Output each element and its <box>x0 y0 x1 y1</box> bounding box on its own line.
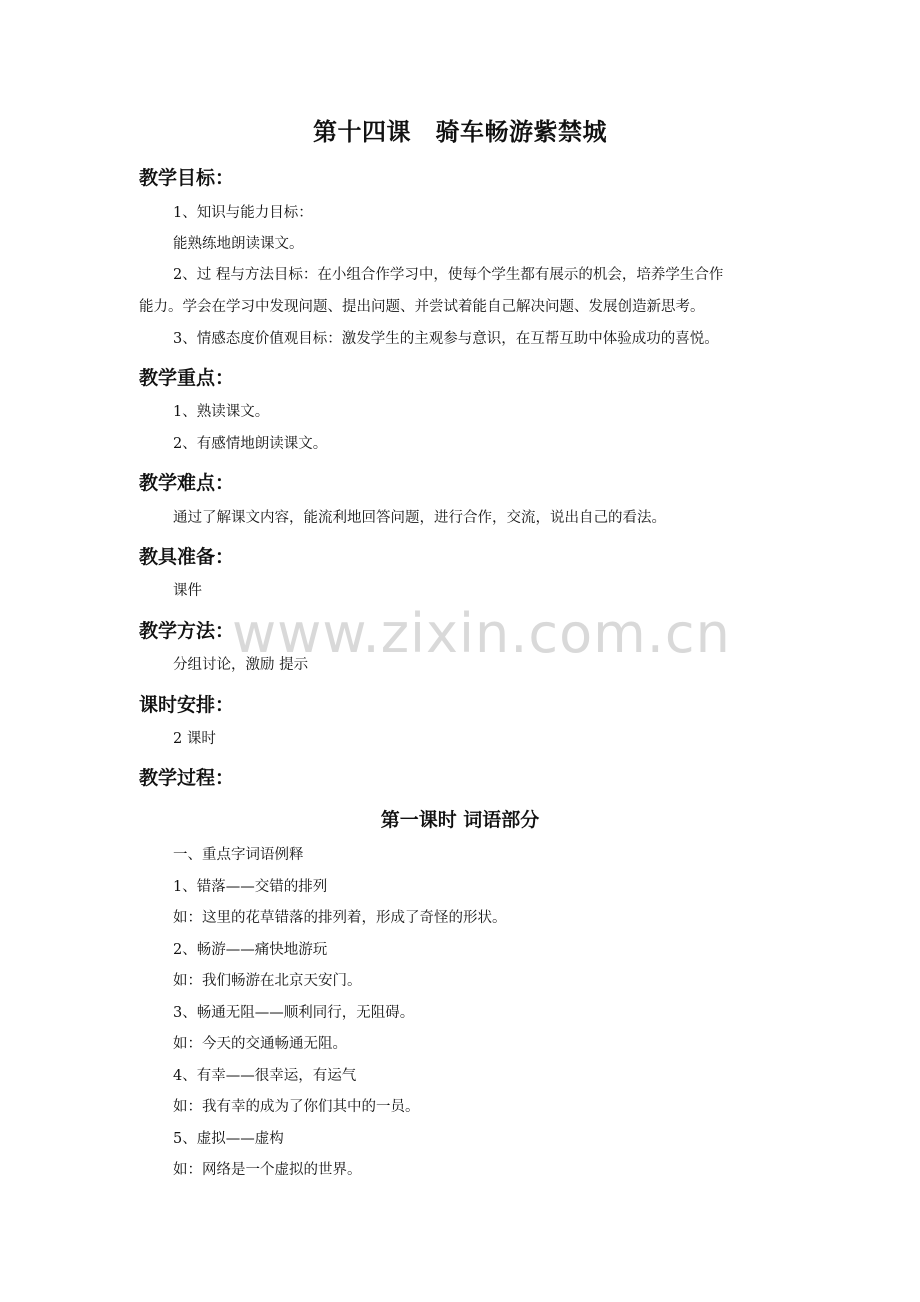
lesson1-line: 如：我有幸的成为了你们其中的一员。 <box>173 1099 420 1115</box>
objective-line: 2、过 程与方法目标：在小组合作学习中，使每个学生都有展示的机会，培养学生合作 <box>173 267 724 283</box>
heading-materials: 教具准备： <box>139 546 235 568</box>
lesson1-line: 一、重点字词语例释 <box>173 847 304 863</box>
lesson1-subtitle: 第一课时 词语部分 <box>380 809 540 831</box>
watermark: www.zixin.com.cn <box>232 602 731 665</box>
objective-line: 能熟练地朗读课文。 <box>173 236 304 252</box>
materials-line: 课件 <box>173 583 202 599</box>
lesson1-line: 如：今天的交通畅通无阻。 <box>173 1036 347 1052</box>
heading-process: 教学过程： <box>139 767 235 789</box>
objective-line: 1、知识与能力目标： <box>173 205 313 221</box>
heading-key-points: 教学重点： <box>139 367 235 389</box>
lesson1-line: 如：这里的花草错落的排列着，形成了奇怪的形状。 <box>173 910 507 926</box>
heading-difficulties: 教学难点： <box>139 472 235 494</box>
key-point-line: 1、熟读课文。 <box>173 404 270 420</box>
objective-line: 能力。学会在学习中发现问题、提出问题、并尝试着能自己解决问题、发展创造新思考。 <box>139 299 705 315</box>
methods-line: 分组讨论，激励 提示 <box>173 657 309 673</box>
lesson1-line: 3、畅通无阻——顺利同行，无阻碍。 <box>173 1005 415 1021</box>
schedule-line: 2 课时 <box>173 731 216 747</box>
lesson1-line: 5、虚拟——虚构 <box>173 1131 284 1147</box>
lesson1-line: 2、畅游——痛快地游玩 <box>173 942 328 958</box>
lesson-title: 第十四课 骑车畅游紫禁城 <box>313 118 607 146</box>
difficulty-line: 通过了解课文内容，能流利地回答问题，进行合作，交流，说出自己的看法。 <box>173 510 666 526</box>
key-point-line: 2、有感情地朗读课文。 <box>173 436 328 452</box>
lesson1-line: 1、错落——交错的排列 <box>173 879 328 895</box>
heading-objectives: 教学目标： <box>139 167 235 189</box>
objective-line: 3、情感态度价值观目标：激发学生的主观参与意识，在互帮互助中体验成功的喜悦。 <box>173 331 719 347</box>
lesson1-line: 4、有幸——很幸运，有运气 <box>173 1068 357 1084</box>
lesson1-line: 如：网络是一个虚拟的世界。 <box>173 1162 362 1178</box>
heading-methods: 教学方法： <box>139 620 235 642</box>
lesson1-line: 如：我们畅游在北京天安门。 <box>173 973 362 989</box>
heading-schedule: 课时安排： <box>139 694 235 716</box>
